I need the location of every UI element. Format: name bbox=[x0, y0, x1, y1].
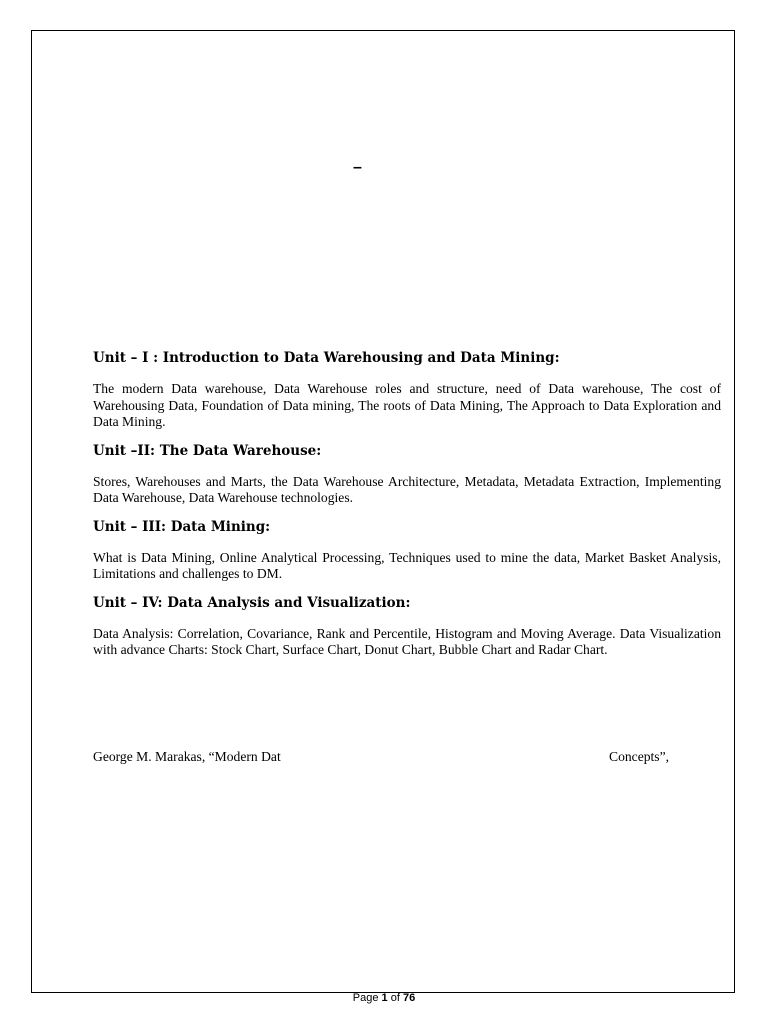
syllabus-content bbox=[93, 347, 721, 659]
title-dash: – bbox=[353, 159, 362, 176]
unit-heading: Unit – IV: Data Analysis and Visualization: bbox=[93, 594, 411, 611]
reference-author-title: George M. Marakas, “Modern Dat bbox=[93, 749, 281, 764]
page-word: Page bbox=[352, 992, 379, 1004]
current-page-number: 1 bbox=[381, 992, 388, 1004]
unit-description: What is Data Mining, Online Analytical Processing, Techniques used to mine the data, Market Basket Analysis, Limitations and challenges to DM. bbox=[93, 549, 721, 581]
total-pages-number: 76 bbox=[402, 992, 416, 1004]
unit-heading: Unit –II: The Data Warehouse: bbox=[93, 442, 322, 459]
unit-description: The modern Data warehouse, Data Warehouse roles and structure, need of Data warehouse, The cost of Warehousing Data, Foundation of Data mining, The roots of Data Mining, The Approach to Data Exploration and Data Mining. bbox=[93, 381, 721, 429]
unit-heading: Unit – III: Data Mining: bbox=[93, 518, 271, 535]
reference-title-end: Concepts”, bbox=[609, 749, 670, 764]
unit-description: Data Analysis: Correlation, Covariance, Rank and Percentile, Histogram and Moving Average. Data Visualization with advance Charts: Stock Chart, Surface Chart, Donut Chart, Bubble Chart and Radar Chart. bbox=[93, 625, 721, 657]
page-footer bbox=[0, 991, 768, 1005]
of-word: of bbox=[390, 992, 400, 1004]
unit-section-4 bbox=[93, 592, 721, 659]
unit-section-2 bbox=[93, 440, 721, 507]
unit-section-1 bbox=[93, 347, 721, 431]
unit-section-3 bbox=[93, 516, 721, 583]
unit-heading: Unit – I : Introduction to Data Warehousing and Data Mining: bbox=[93, 350, 560, 366]
unit-description: Stores, Warehouses and Marts, the Data Warehouse Architecture, Metadata, Metadata Extraction, Implementing Data Warehouse, Data Warehouse technologies. bbox=[93, 473, 721, 505]
